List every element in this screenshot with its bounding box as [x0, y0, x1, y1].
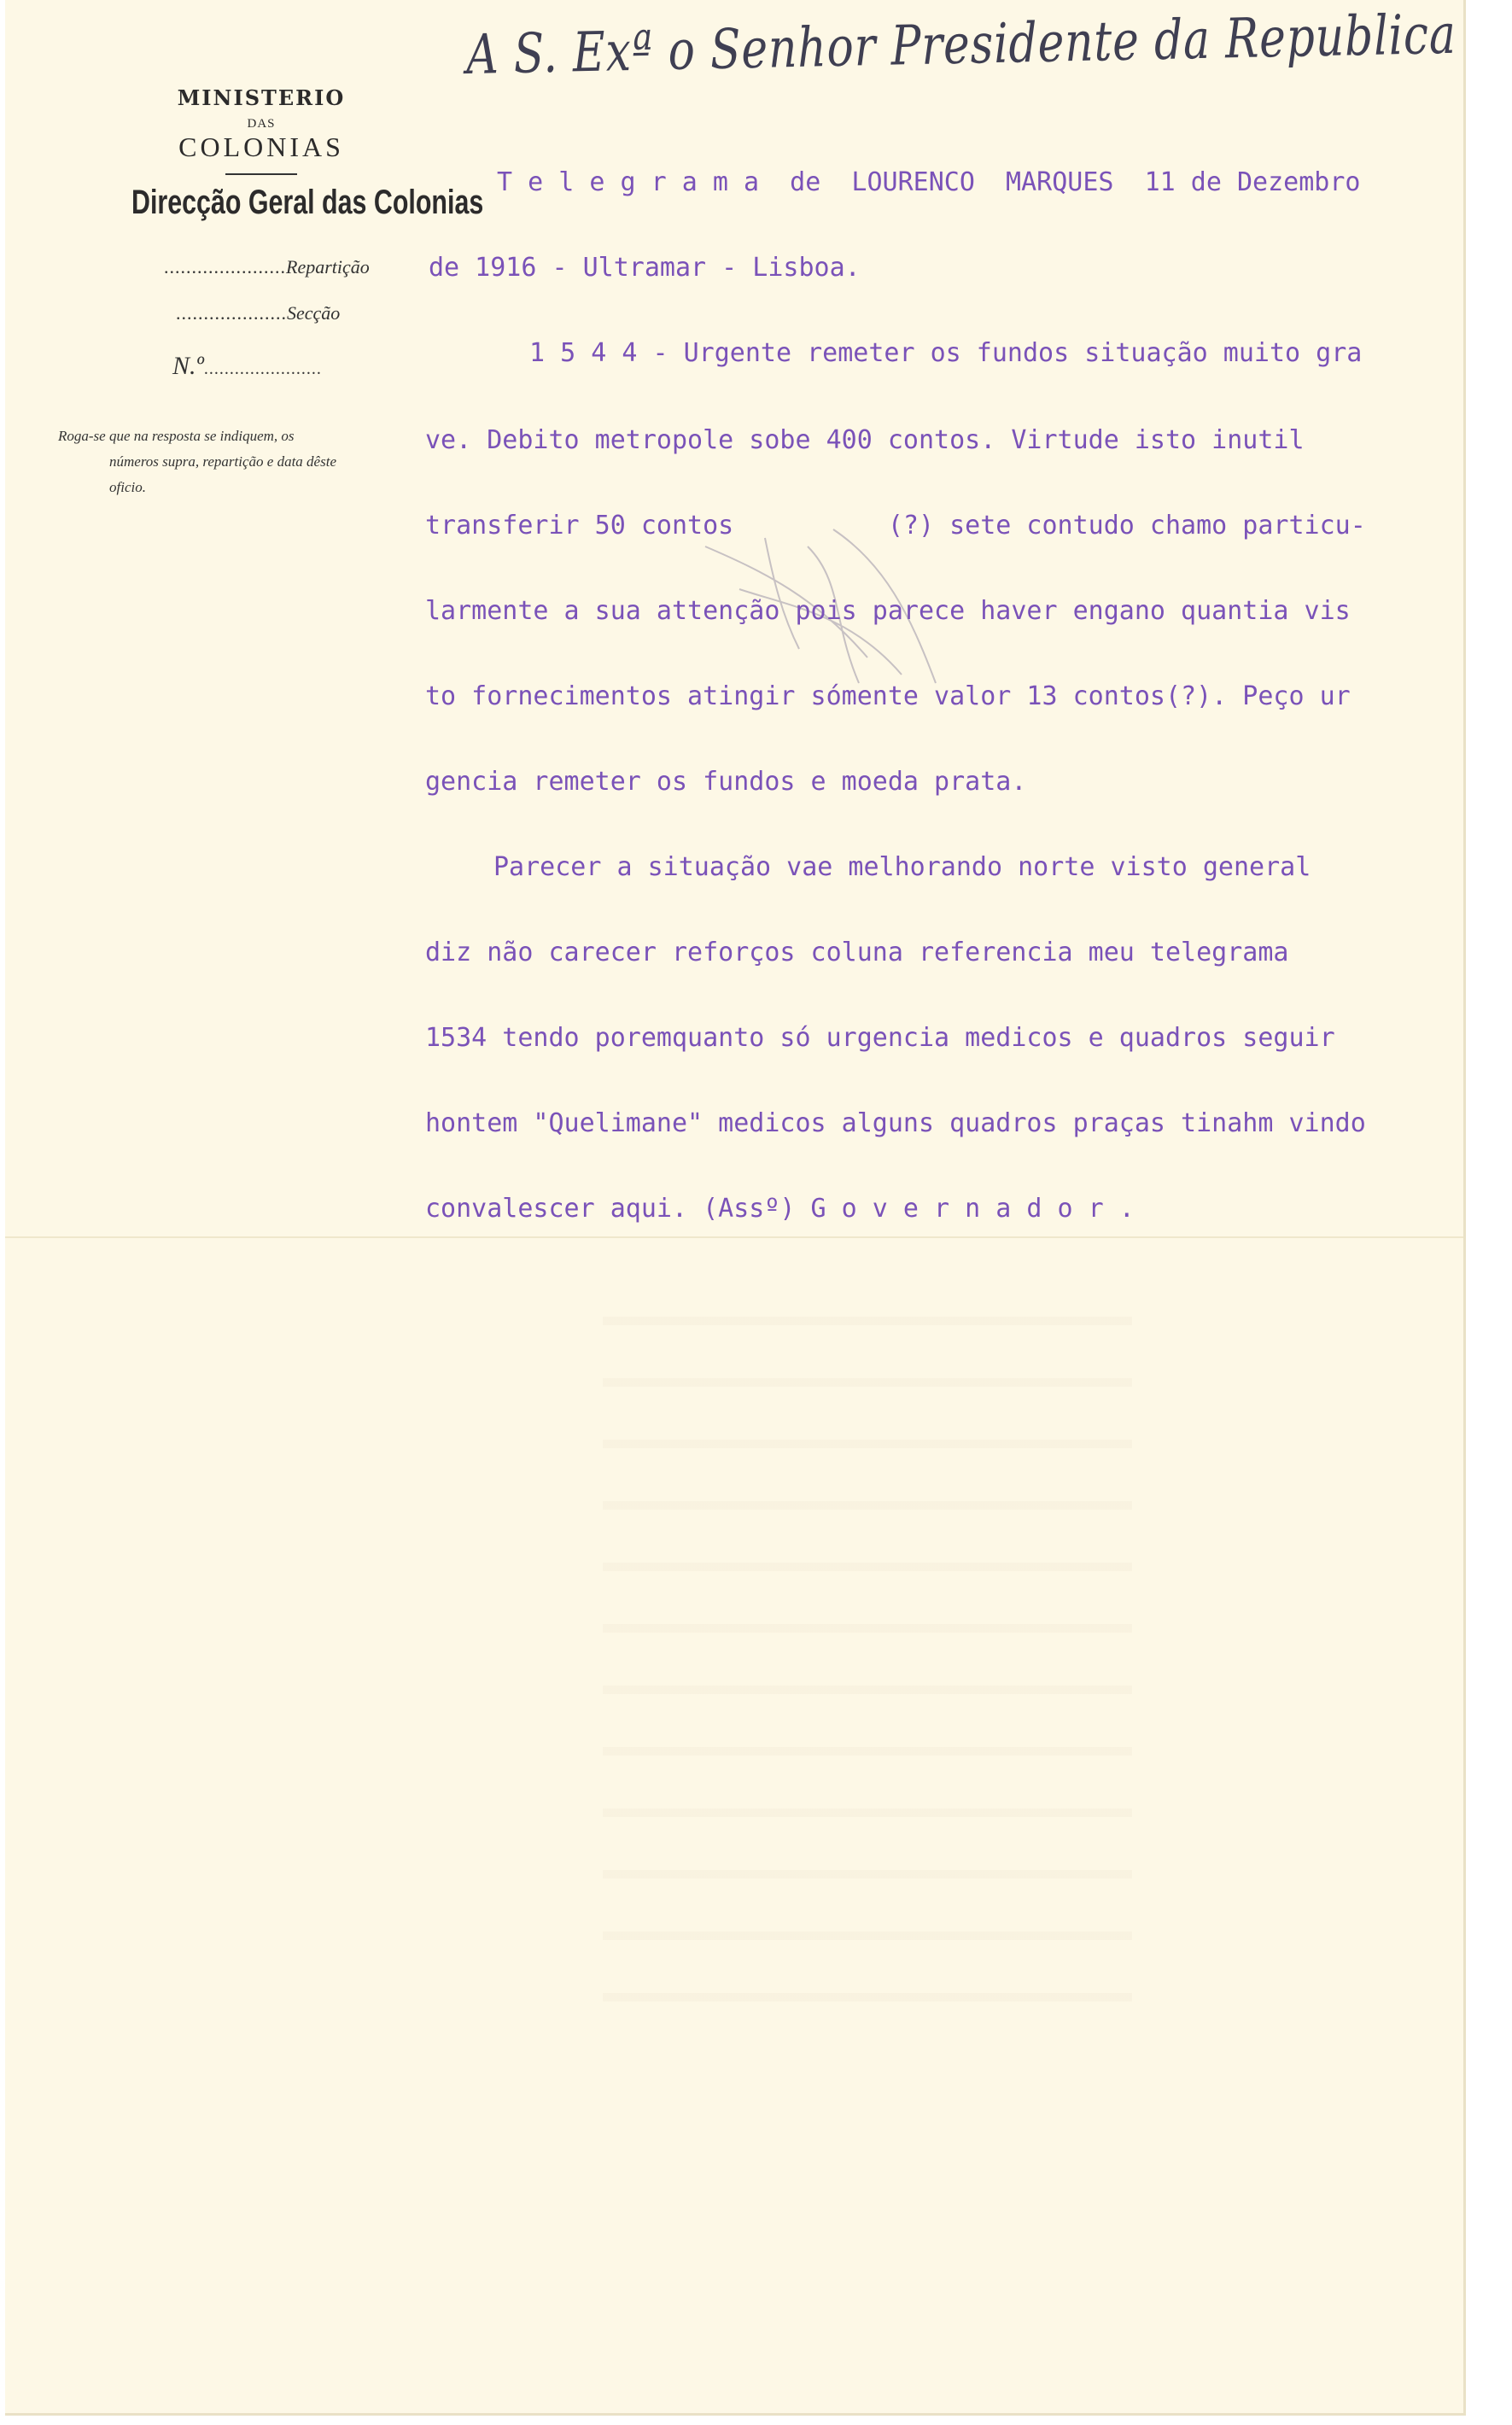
telegram-line-13: convalescer aqui. (Assº) G o v e r n a d o r . [425, 1194, 1135, 1224]
telegram-line-11: 1534 tendo poremquanto só urgencia medicos e quadros seguir [425, 1023, 1335, 1053]
note-line: Roga-se que na resposta se indiquem, os [58, 428, 295, 444]
numero-label: N.º [172, 352, 204, 380]
document-page [5, 0, 1466, 2416]
telegram-line-1: T e l e g r a m a de LOURENCO MARQUES 11 de Dezembro [497, 167, 1361, 197]
letterhead-ministry: MINISTERIO [177, 85, 346, 110]
telegram-line-9: Parecer a situação vae melhorando norte visto general [493, 852, 1311, 882]
reparticao-field: ......................Repartição [164, 256, 370, 278]
letterhead [90, 85, 484, 222]
reverse-show-through [603, 1264, 1132, 2049]
letterhead-direction: Direcção Geral das Colonias [131, 184, 484, 221]
letterhead-das: DAS [247, 117, 276, 131]
paper-fold [5, 1236, 1463, 1238]
letterhead-rule [225, 173, 297, 175]
note-line: oficio. [109, 479, 146, 495]
reparticao-label: Repartição [286, 256, 370, 278]
telegram-line-2: de 1916 - Ultramar - Lisboa. [429, 253, 861, 283]
seccao-label: Secção [287, 302, 341, 324]
handwritten-addressee: A S. Exª o Senhor Presidente da Republica [465, 3, 1457, 87]
telegram-line-8: gencia remeter os fundos e moeda prata. [425, 767, 1027, 797]
note-line: números supra, repartição e data dêste [109, 453, 336, 470]
reply-instructions [58, 424, 451, 500]
telegram-line-7: to fornecimentos atingir sómente valor 13 contos(?). Peço ur [425, 681, 1351, 711]
telegram-line-4: ve. Debito metropole sobe 400 contos. Virtude isto inutil [425, 425, 1305, 455]
telegram-line-3: 1 5 4 4 - Urgente remeter os fundos situação muito gra [529, 338, 1363, 368]
seccao-field: ....................Secção [176, 302, 341, 324]
telegram-line-10: diz não carecer reforços coluna referencia meu telegrama [425, 938, 1289, 967]
telegram-line-12: hontem "Quelimane" medicos alguns quadros praças tinahm vindo [425, 1108, 1366, 1138]
telegram-line-6: larmente a sua attenção pois parece haver engano quantia vis [425, 596, 1351, 626]
letterhead-colonias: COLONIAS [178, 131, 344, 162]
telegram-line-5: transferir 50 contos (?) sete contudo chamo particu- [425, 511, 1366, 541]
numero-field: N.º....................... [172, 352, 322, 380]
